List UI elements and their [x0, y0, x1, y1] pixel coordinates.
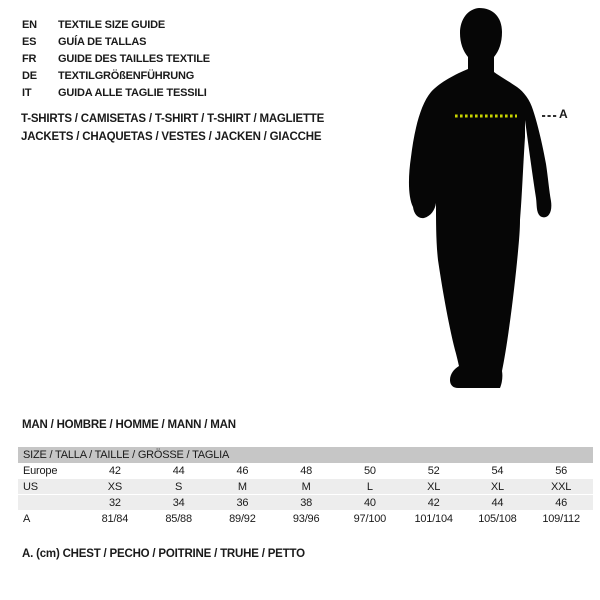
section-title: MAN / HOMBRE / HOMME / MANN / MAN	[22, 419, 236, 431]
size-table	[18, 447, 593, 527]
man-silhouette-figure	[400, 2, 575, 397]
size-cell: XXL	[529, 479, 593, 495]
language-row	[22, 51, 210, 68]
size-table-header-row	[18, 447, 593, 463]
size-cell: XS	[83, 479, 147, 495]
language-title: TEXTILGRÖßENFÜHRUNG	[58, 70, 195, 82]
size-cell: 56	[529, 463, 593, 479]
category-line-jackets: JACKETS / CHAQUETAS / VESTES / JACKEN / GIACCHE	[21, 130, 322, 143]
measurement-label-a: A	[559, 107, 568, 121]
table-row	[18, 511, 593, 527]
language-title: GUÍA DE TALLAS	[58, 36, 147, 48]
category-titles	[21, 111, 324, 146]
man-silhouette	[409, 8, 551, 388]
language-title: GUIDE DES TAILLES TEXTILE	[58, 53, 210, 65]
size-cell: XL	[402, 479, 466, 495]
language-title: TEXTILE SIZE GUIDE	[58, 19, 166, 31]
size-cell: 52	[402, 463, 466, 479]
table-row	[18, 495, 593, 511]
language-code: FR	[22, 53, 37, 65]
size-cell: M	[274, 479, 338, 495]
row-label	[18, 495, 83, 511]
language-code: ES	[22, 36, 37, 48]
size-cell: 105/108	[466, 511, 530, 527]
size-cell: 101/104	[402, 511, 466, 527]
size-cell: 44	[466, 495, 530, 511]
language-code: EN	[22, 19, 37, 31]
size-cell: 85/88	[147, 511, 211, 527]
size-cell: 54	[466, 463, 530, 479]
row-label: Europe	[18, 463, 83, 479]
size-cell: 81/84	[83, 511, 147, 527]
footnote: A. (cm) CHEST / PECHO / POITRINE / TRUHE / PETTO	[22, 548, 305, 560]
table-row	[18, 463, 593, 479]
size-cell: 38	[274, 495, 338, 511]
size-cell: 50	[338, 463, 402, 479]
size-cell: 36	[211, 495, 275, 511]
table-row	[18, 479, 593, 495]
language-code: IT	[22, 87, 32, 99]
size-cell: L	[338, 479, 402, 495]
size-cell: 48	[274, 463, 338, 479]
language-title: GUIDA ALLE TAGLIE TESSILI	[58, 87, 207, 99]
language-list	[22, 17, 210, 102]
size-cell: M	[211, 479, 275, 495]
language-code: DE	[22, 70, 37, 82]
size-cell: 42	[402, 495, 466, 511]
size-cell: 89/92	[211, 511, 275, 527]
size-cell: 109/112	[529, 511, 593, 527]
size-cell: 46	[211, 463, 275, 479]
size-cell: 42	[83, 463, 147, 479]
size-cell: 40	[338, 495, 402, 511]
size-cell: 32	[83, 495, 147, 511]
size-cell: S	[147, 479, 211, 495]
language-row	[22, 85, 210, 102]
size-table-body	[18, 463, 593, 527]
size-cell: 46	[529, 495, 593, 511]
size-cell: 97/100	[338, 511, 402, 527]
language-row	[22, 68, 210, 85]
category-line-tshirts: T-SHIRTS / CAMISETAS / T-SHIRT / T-SHIRT / MAGLIETTE	[21, 113, 325, 125]
size-cell: 34	[147, 495, 211, 511]
row-label: US	[18, 479, 83, 495]
language-row	[22, 17, 210, 34]
size-cell: 44	[147, 463, 211, 479]
size-cell: 93/96	[274, 511, 338, 527]
size-table-header: SIZE / TALLA / TAILLE / GRÖSSE / TAGLIA	[18, 447, 593, 463]
row-label: A	[18, 511, 83, 527]
size-cell: XL	[466, 479, 530, 495]
language-row	[22, 34, 210, 51]
